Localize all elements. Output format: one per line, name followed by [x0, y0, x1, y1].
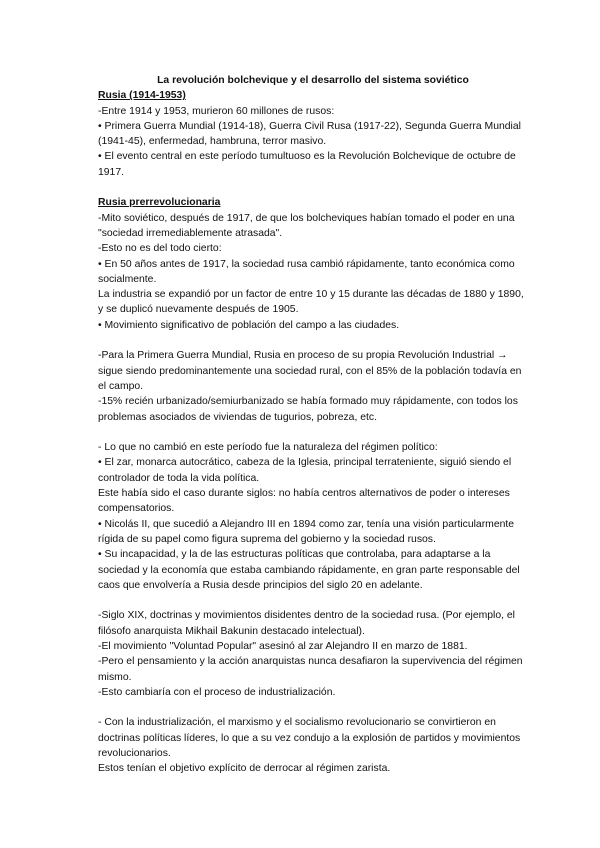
spacer [98, 425, 528, 440]
paragraph-line: • Nicolás II, que sucedió a Alejandro III en 1894 como zar, tenía una visión particularmente rígida de su papel como figura suprema del gobierno y la sociedad rusos. [98, 518, 515, 545]
paragraph-line: • Movimiento significativo de población del campo a las ciudades. [98, 319, 400, 331]
paragraph-line: Estos tenían el objetivo explícito de derrocar al régimen zarista. [98, 763, 391, 775]
paragraph-line: • Su incapacidad, y la de las estructuras políticas que controlaba, para adaptarse a la sociedad y la economía que estaba cambiando rápidamente, en gran parte responsable del caos que envolvería a Rusia desde principios del siglo 20 en adelante. [98, 549, 520, 591]
spacer [98, 333, 528, 348]
paragraph-line: • En 50 años antes de 1917, la sociedad rusa cambió rápidamente, tanto económica como socialmente. [98, 258, 515, 285]
paragraph-line: • Primera Guerra Mundial (1914-18), Guerra Civil Rusa (1917-22), Segunda Guerra Mundial (1941-45), enfermedad, hambruna, terror masivo. [98, 120, 521, 148]
paragraph-line: -Pero el pensamiento y la acción anarquistas nunca desafiaron la supervivencia del régimen mismo. [98, 656, 523, 683]
paragraph-line: - Con la industrialización, el marxismo y el socialismo revolucionario se convirtieron en doctrinas políticas líderes, lo que a su vez condujo a la explosión de partidos y movimientos revolucionarios. [98, 717, 521, 760]
spacer [98, 700, 528, 715]
paragraph-line: Este había sido el caso durante siglos: no había centros alternativos de poder o intereses compensatorios. [98, 488, 510, 515]
paragraph-line: -Esto no es del todo cierto: [98, 243, 222, 255]
paragraph-line: -Para la Primera Guerra Mundial, Rusia en proceso de su propia Revolución Industrial → sigue siendo predominantemente una sociedad rural, con el 85% de la población todavía en el campo. [98, 350, 522, 392]
section-heading-rusia-1914-1953: Rusia (1914-1953) [98, 90, 186, 102]
paragraph-line: La industria se expandió por un factor de entre 10 y 15 durante las décadas de 1880 y 1890, y se duplicó nuevamente después de 1905. [98, 289, 524, 316]
spacer [98, 180, 528, 195]
document-page [98, 73, 528, 777]
paragraph-line: -Entre 1914 y 1953, murieron 60 millones de rusos: [98, 105, 335, 117]
paragraph-line: -Mito soviético, después de 1917, de que los bolcheviques habían tomado el poder en una "sociedad irremediablemente atrasada". [98, 212, 515, 239]
paragraph-line: • El zar, monarca autocrático, cabeza de la Iglesia, principal terrateniente, siguió siendo el controlador de toda la vida política. [98, 457, 512, 484]
paragraph-line: • El evento central en este período tumultuoso es la Revolución Bolchevique de octubre de 1917. [98, 151, 516, 178]
document-title: La revolución bolchevique y el desarrollo del sistema soviético [157, 75, 469, 86]
paragraph-line: - Lo que no cambió en este período fue la naturaleza del régimen político: [98, 442, 438, 454]
section-heading-rusia-prerrevolucionaria: Rusia prerrevolucionaria [98, 197, 221, 209]
paragraph-line: -El movimiento "Voluntad Popular" asesinó al zar Alejandro II en marzo de 1881. [98, 640, 468, 652]
paragraph-line: -15% recién urbanizado/semiurbanizado se había formado muy rápidamente, con todos los problemas asociados de viviendas de tugurios, pobreza, etc. [98, 396, 518, 423]
paragraph-line: -Siglo XIX, doctrinas y movimientos disidentes dentro de la sociedad rusa. (Por ejemplo, el filósofo anarquista Mikhail Bakunin destacado intelectual). [98, 610, 515, 637]
paragraph-line: -Esto cambiaría con el proceso de industrialización. [98, 686, 336, 698]
spacer [98, 593, 528, 608]
